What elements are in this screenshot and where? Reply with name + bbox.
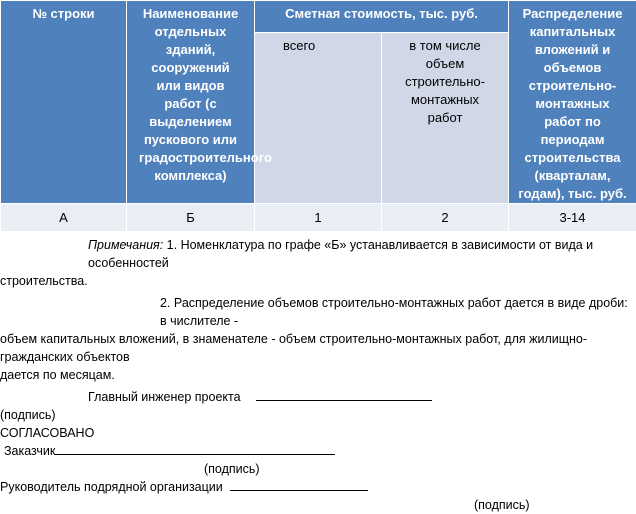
header-estimated-cost: Сметная стоимость, тыс. руб. <box>255 1 509 33</box>
contractor-signature-line <box>230 478 368 491</box>
signature-caption-1: (подпись) <box>0 408 56 422</box>
header-row-number: № строки <box>1 1 127 204</box>
subheader-total: всего <box>255 32 382 203</box>
signature-caption-2: (подпись) <box>204 462 260 476</box>
index-cell-3-14: 3-14 <box>509 204 636 232</box>
notes-section <box>0 236 630 514</box>
note-1-continuation: строительства. <box>0 274 88 288</box>
note-2-line-3: дается по месяцам. <box>0 368 115 382</box>
customer-label: Заказчик <box>4 444 56 458</box>
note-2-text: 2. Распределение объемов строительно-монтажных работ дается в виде дроби: в числителе - <box>160 296 628 328</box>
estimate-table <box>0 0 636 232</box>
signature-caption-3: (подпись) <box>474 498 530 512</box>
header-distribution: Распределение капитальных вложений и объемов строительно-монтажных работ по периодам строительства (кварталам, годам), тыс. руб. <box>509 1 636 204</box>
header-object-name: Наименование отдельных зданий, сооружений или видов работ (с выделением пускового или градостроительного комплекса) <box>127 1 255 204</box>
agreed-label: СОГЛАСОВАНО <box>0 426 95 440</box>
index-cell-1: 1 <box>255 204 382 232</box>
customer-signature-line <box>55 442 335 455</box>
subheader-construction-volume: в том числе объем строительно-монтажных работ <box>382 32 509 203</box>
chief-engineer-signature-line <box>256 388 432 401</box>
contractor-head-label: Руководитель подрядной организации <box>0 480 223 494</box>
index-cell-b: Б <box>127 204 255 232</box>
index-cell-2: 2 <box>382 204 509 232</box>
index-cell-a: А <box>1 204 127 232</box>
note-1-text: 1. Номенклатура по графе «Б» устанавливается в зависимости от вида и особенностей <box>88 238 594 270</box>
chief-engineer-label: Главный инженер проекта <box>88 390 241 404</box>
note-2-line-2: объем капитальных вложений, в знаменателе - объем строительно-монтажных работ, для жилищно-гражданских объектов <box>0 332 588 364</box>
notes-label: Примечания: <box>88 238 164 252</box>
